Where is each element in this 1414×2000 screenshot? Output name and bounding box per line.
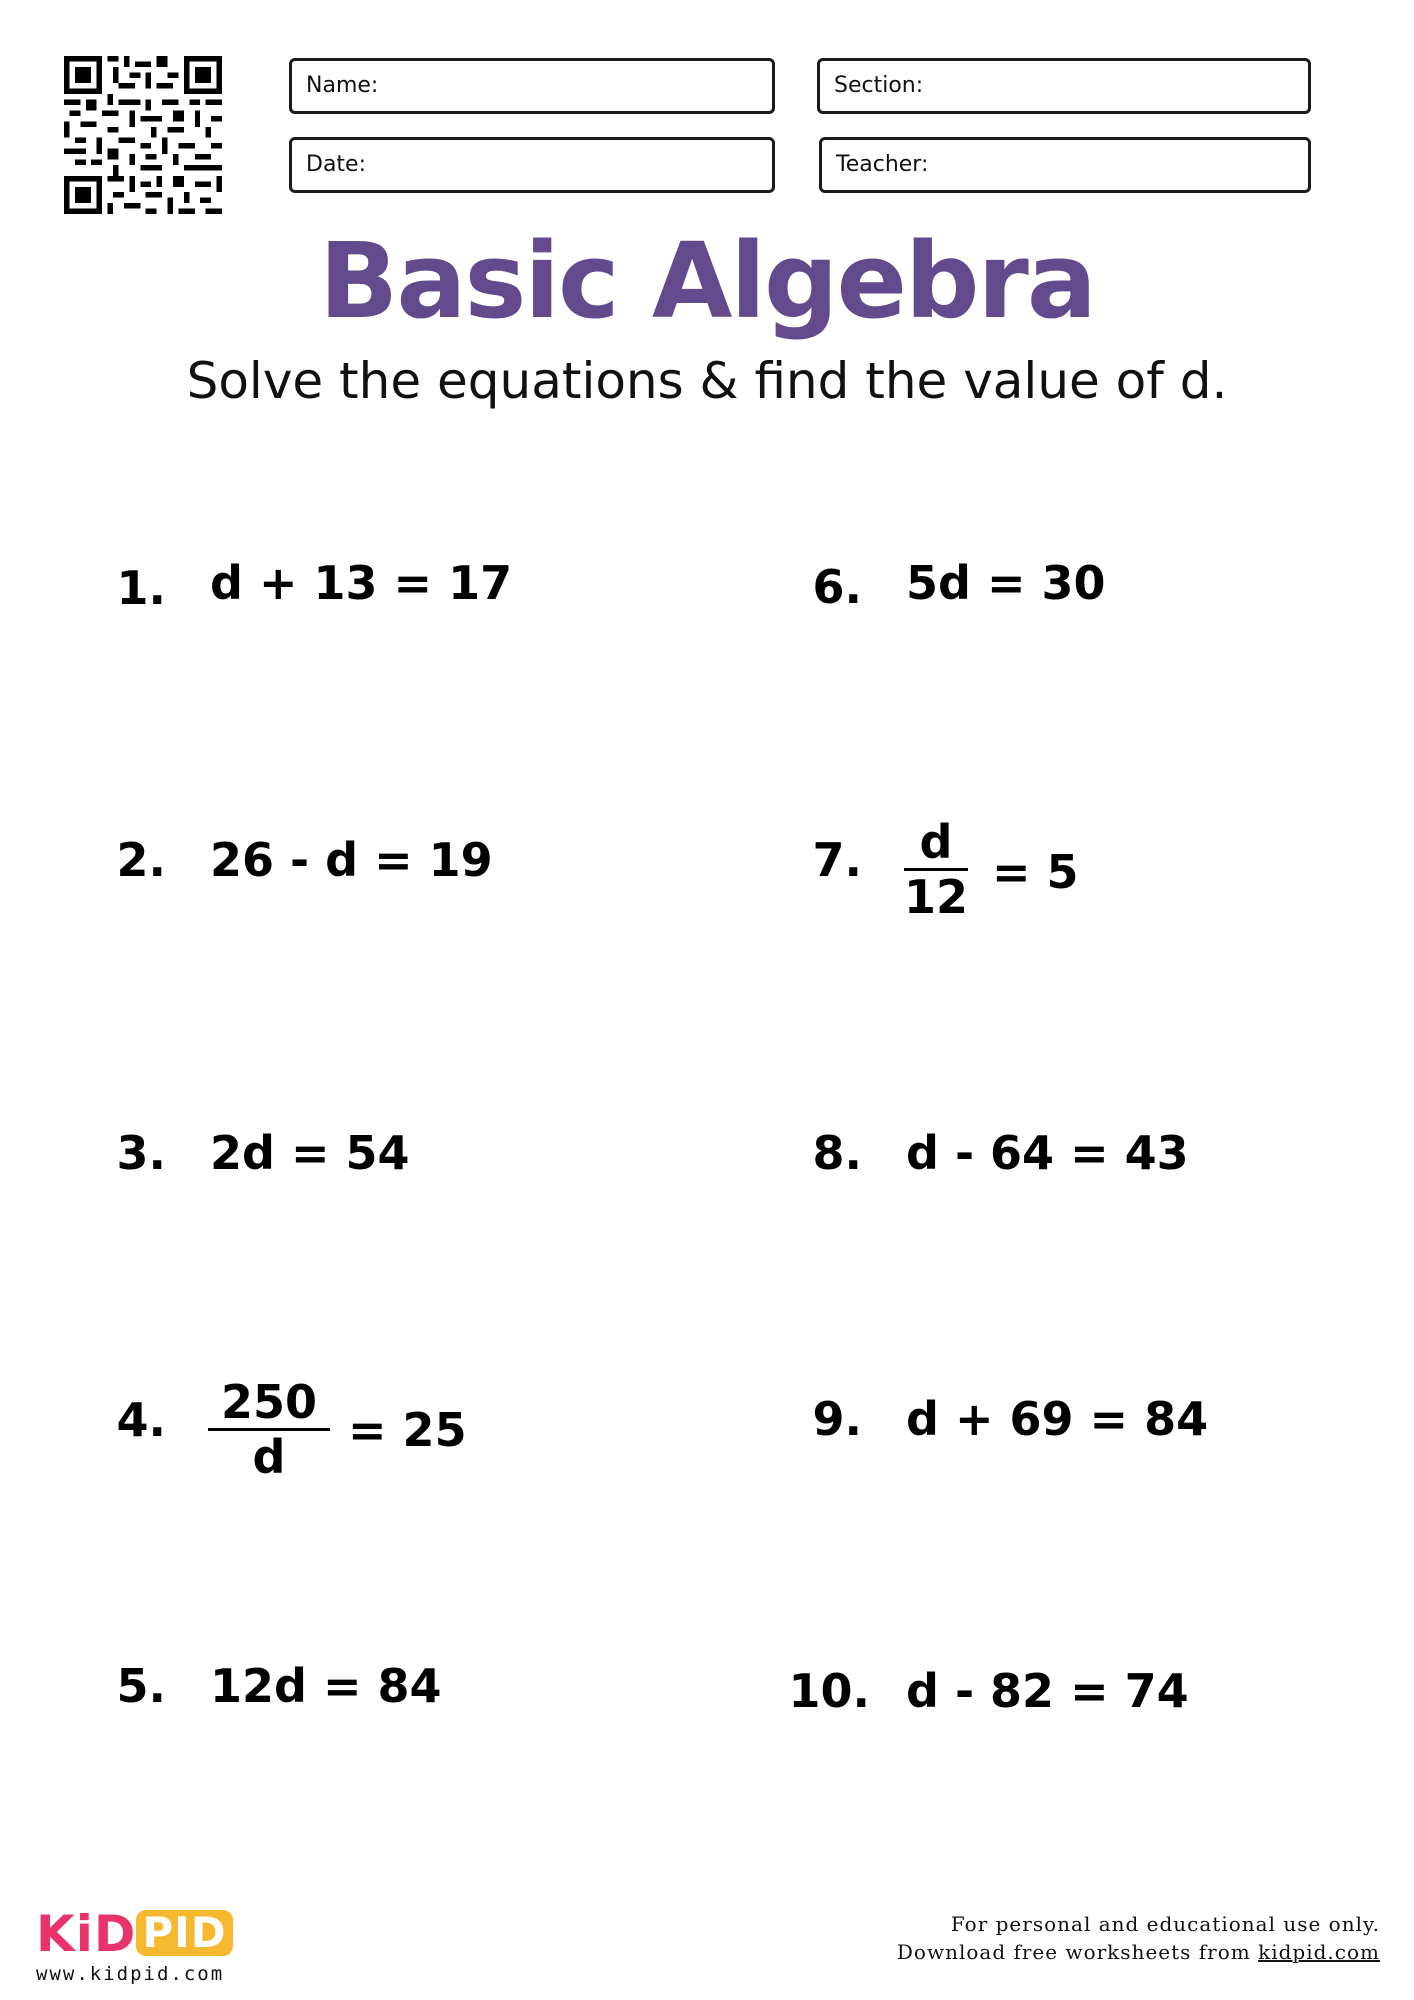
fraction-numerator: d	[904, 816, 968, 871]
download-note	[680, 1940, 1380, 1964]
problem-equation: d - 64 = 43	[906, 1126, 1189, 1180]
kidpid-link[interactable]: kidpid.com	[1258, 1940, 1380, 1964]
site-url: www.kidpid.com	[36, 1963, 225, 1985]
fraction-numerator: 250	[208, 1376, 330, 1431]
section-field[interactable]: Section:	[817, 58, 1311, 114]
logo-kid-text: KiD	[36, 1905, 137, 1963]
problem-number: 2.	[116, 833, 166, 887]
problem-equation-rhs: = 5	[992, 845, 1079, 899]
page-title: Basic Algebra	[319, 220, 1095, 342]
problem-equation: d + 69 = 84	[906, 1392, 1209, 1446]
qr-code-icon	[64, 56, 222, 214]
fraction-denominator: 12	[904, 870, 969, 924]
name-field[interactable]: Name:	[289, 58, 775, 114]
problem-number: 8.	[812, 1126, 862, 1180]
problem-equation: 12d = 84	[210, 1659, 442, 1713]
problem-number: 4.	[116, 1393, 166, 1447]
problem-fraction	[208, 1376, 330, 1483]
problem-number: 9.	[812, 1392, 862, 1446]
problem-number: 7.	[812, 833, 862, 887]
date-field[interactable]: Date:	[289, 137, 775, 193]
fraction-denominator: d	[252, 1430, 286, 1484]
download-note-text: Download free worksheets from	[896, 1940, 1259, 1964]
problem-equation: 5d = 30	[906, 556, 1106, 610]
problem-number: 6.	[812, 560, 862, 614]
teacher-field[interactable]: Teacher:	[819, 137, 1311, 193]
logo-pid-text: PID	[136, 1910, 232, 1956]
problem-equation-rhs: = 25	[348, 1403, 467, 1457]
problem-number: 3.	[116, 1126, 166, 1180]
instructions: Solve the equations & find the value of d.	[186, 352, 1228, 410]
problem-number: 10.	[788, 1664, 870, 1718]
problem-equation: d + 13 = 17	[210, 556, 513, 610]
usage-note: For personal and educational use only.	[950, 1912, 1380, 1936]
problem-equation: d - 82 = 74	[906, 1664, 1189, 1718]
problem-equation: 2d = 54	[210, 1126, 410, 1180]
kidpid-logo	[36, 1905, 233, 1963]
problem-number: 5.	[116, 1659, 166, 1713]
problem-number: 1.	[116, 561, 166, 615]
problem-equation: 26 - d = 19	[210, 833, 493, 887]
problem-fraction	[904, 816, 968, 923]
